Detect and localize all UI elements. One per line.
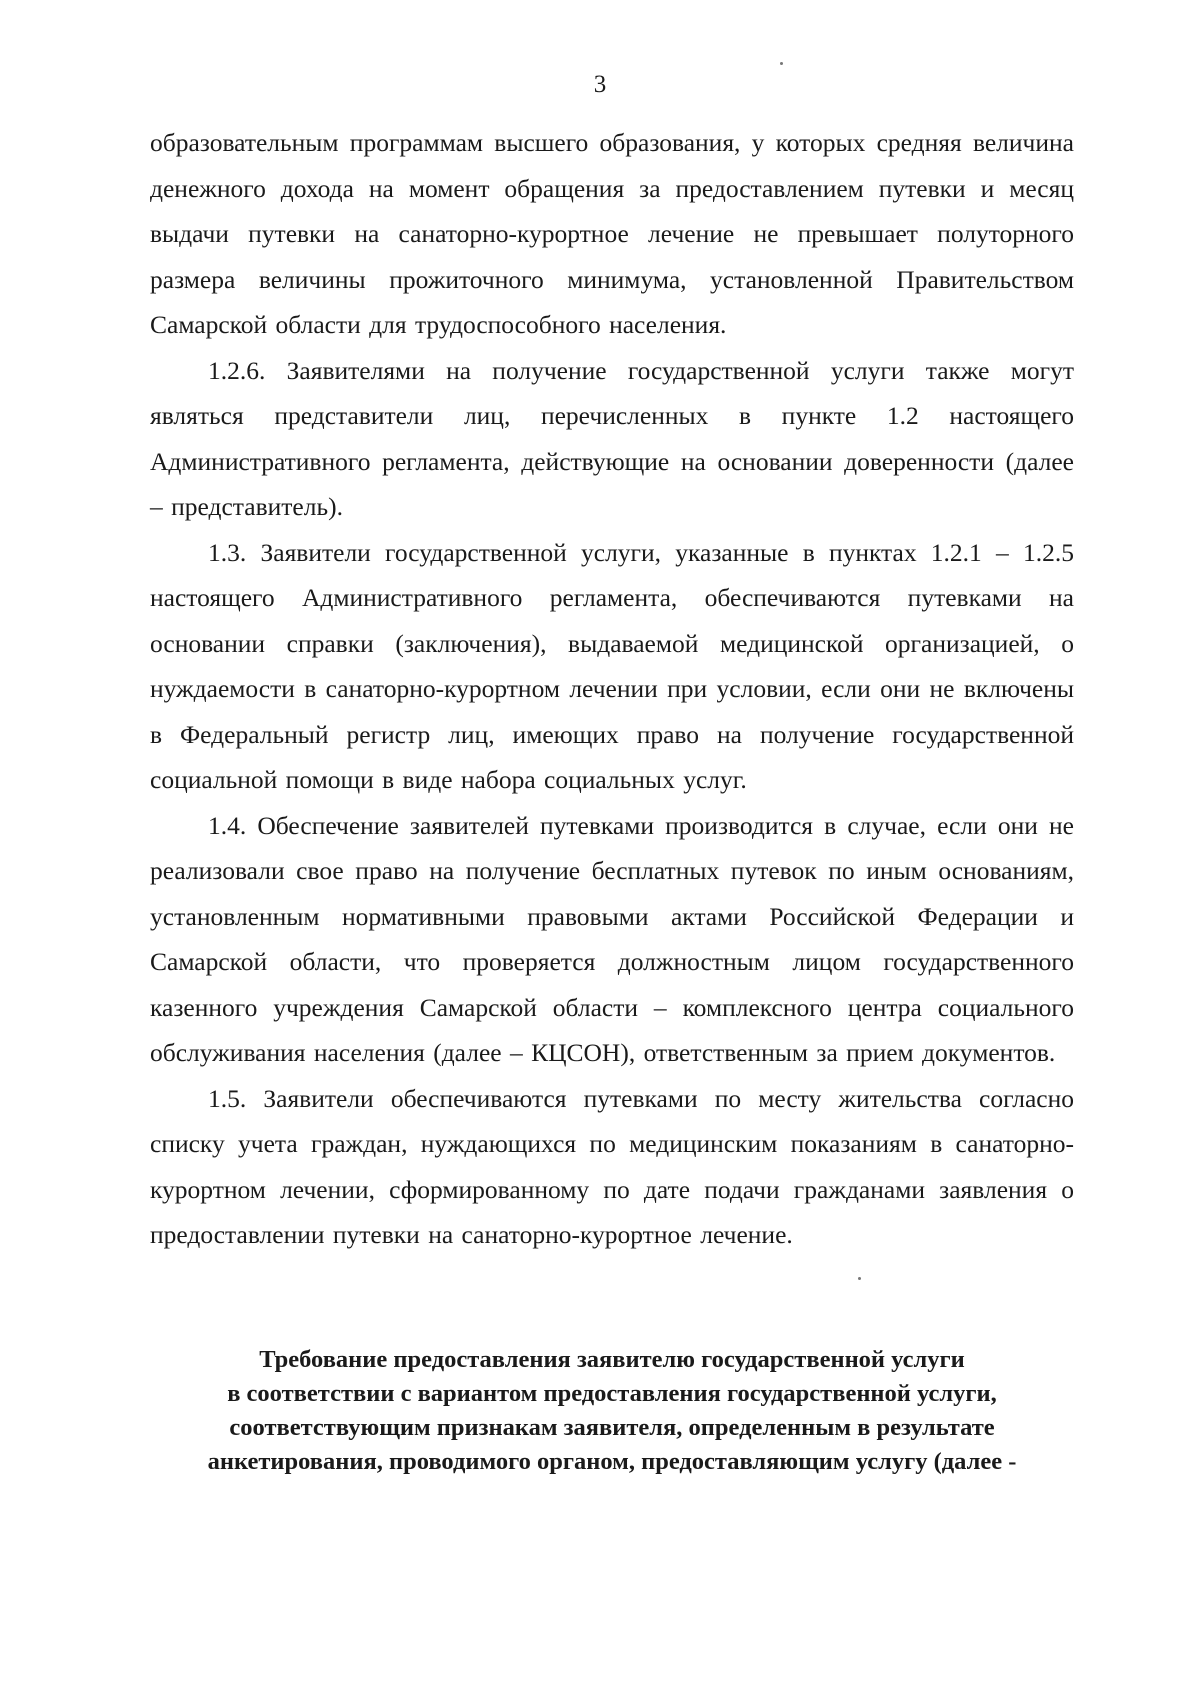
page-number: 3 <box>593 71 607 98</box>
scan-speck <box>780 62 783 65</box>
paragraph-1-4: 1.4. Обеспечение заявителей путевками производится в случае, если они не реализовали свое право на получение бесплатных путевок по иным основаниям, установленным нормативными правовыми актами Российской Федерации и Самарской области, что проверяется должностным лицом государственного казенного учреждения Самарской области – комплексного центра социального обслуживания населения (далее – КЦСОН), ответственным за прием документов. <box>150 810 1074 1067</box>
body-text <box>150 120 1074 1258</box>
heading-line: соответствующим признакам заявителя, определенным в результате <box>229 1414 995 1441</box>
paragraph-continuation: образовательным программам высшего образования, у которых средняя величина денежного дохода на момент обращения за предоставлением путевки и месяц выдачи путевки на санаторно-курортное лечение не превышает полуторного размера величины прожиточного минимума, установленной Правительством Самарской области для трудоспособного населения. <box>150 128 1074 339</box>
scan-speck <box>858 1277 861 1280</box>
heading-line: Требование предоставления заявителю государственной услуги <box>259 1346 965 1373</box>
heading-line: анкетирования, проводимого органом, предоставляющим услугу (далее - <box>207 1448 1017 1475</box>
paragraph-1-3: 1.3. Заявители государственной услуги, указанные в пунктах 1.2.1 – 1.2.5 настоящего Административного регламента, обеспечиваются путевками на основании справки (заключения), выдаваемой медицинской организацией, о нуждаемости в санаторно-курортном лечении при условии, если они не включены в Федеральный регистр лиц, имеющих право на получение государственной социальной помощи в виде набора социальных услуг. <box>150 537 1074 794</box>
section-heading <box>150 1343 1074 1479</box>
paragraph-1-5: 1.5. Заявители обеспечиваются путевками по месту жительства согласно списку учета граждан, нуждающихся по медицинским показаниям в санаторно-курортном лечении, сформированному по дате подачи гражданами заявления о предоставлении путевки на санаторно-курортное лечение. <box>150 1083 1074 1249</box>
paragraph-1-2-6: 1.2.6. Заявителями на получение государственной услуги также могут являться представители лиц, перечисленных в пункте 1.2 настоящего Административного регламента, действующие на основании доверенности (далее – представитель). <box>150 355 1074 521</box>
heading-line: в соответствии с вариантом предоставления государственной услуги, <box>227 1380 997 1407</box>
